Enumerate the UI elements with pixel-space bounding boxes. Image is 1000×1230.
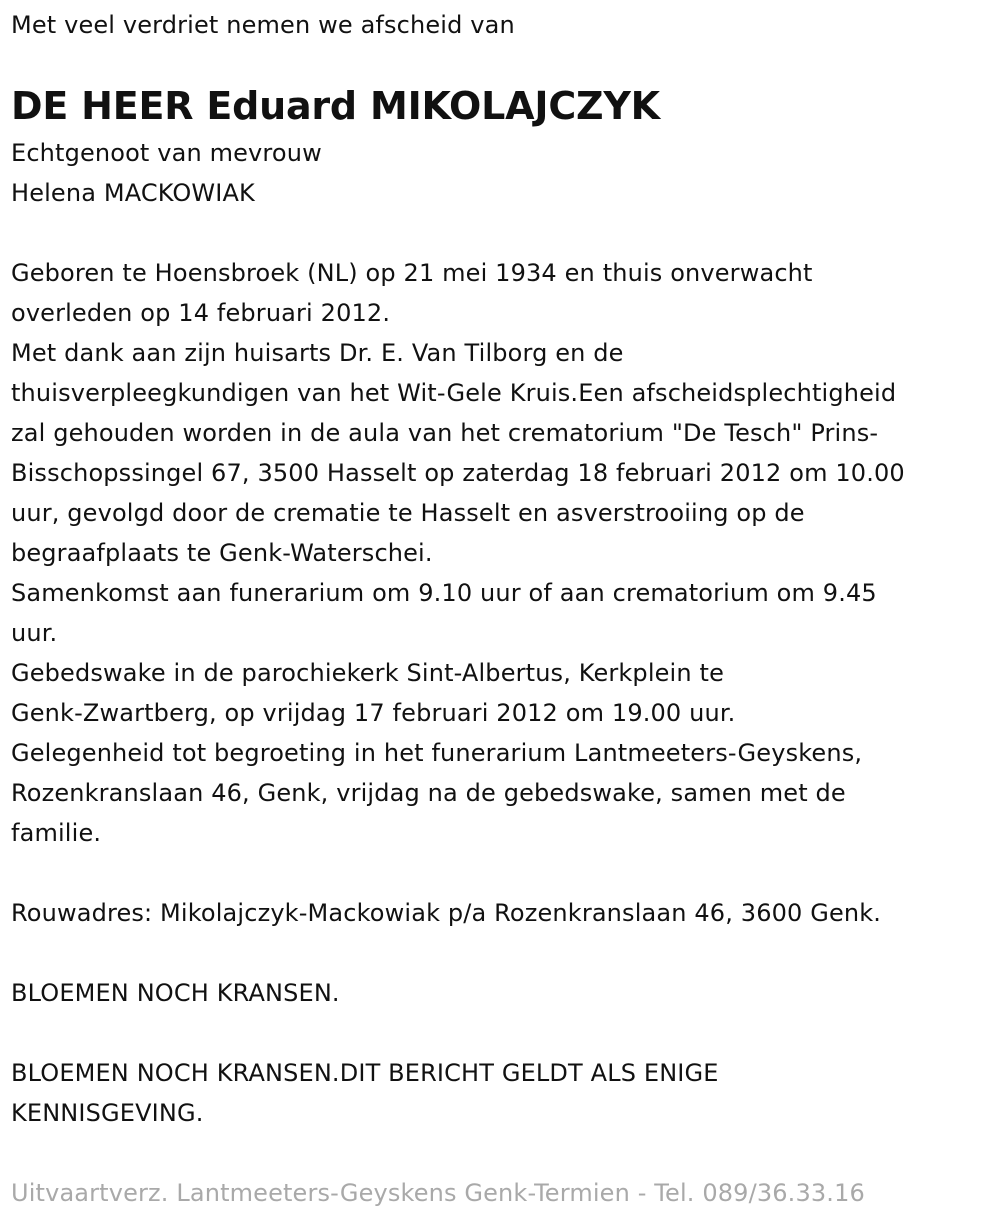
spouse-name: Helena MACKOWIAK [11, 179, 255, 207]
body-line: Samenkomst aan funerarium om 9.10 uur of aan crematorium om 9.45 [11, 579, 877, 607]
mourning-address: Rouwadres: Mikolajczyk-Mackowiak p/a Rozenkranslaan 46, 3600 Genk. [11, 899, 882, 927]
deceased-name: DE HEER Eduard MIKOLAJCZYK [11, 84, 660, 128]
body-line: Geboren te Hoensbroek (NL) op 21 mei 1934 en thuis onverwacht [11, 259, 813, 287]
body-line: zal gehouden worden in de aula van het crematorium "De Tesch" Prins- [11, 419, 879, 447]
body-line: thuisverpleegkundigen van het Wit-Gele Kruis.Een afscheidsplechtigheid [11, 379, 897, 407]
body-line: Rozenkranslaan 46, Genk, vrijdag na de gebedswake, samen met de [11, 779, 846, 807]
spouse-line: Echtgenoot van mevrouw [11, 139, 322, 167]
final-notice-line: KENNISGEVING. [11, 1099, 204, 1127]
body-line: uur. [11, 619, 58, 647]
body-line: begraafplaats te Genk-Waterschei. [11, 539, 433, 567]
body-line: uur, gevolgd door de crematie te Hasselt en asverstrooiing op de [11, 499, 805, 527]
body-text [11, 253, 905, 853]
funeral-home-footer: Uitvaartverz. Lantmeeters-Geyskens Genk-Termien - Tel. 089/36.33.16 [11, 1179, 865, 1207]
body-line: familie. [11, 819, 102, 847]
body-line: overleden op 14 februari 2012. [11, 299, 391, 327]
final-notice [11, 1053, 719, 1133]
body-line: Gelegenheid tot begroeting in het funerarium Lantmeeters-Geyskens, [11, 739, 863, 767]
final-notice-line: BLOEMEN NOCH KRANSEN.DIT BERICHT GELDT ALS ENIGE [11, 1059, 719, 1087]
body-line: Gebedswake in de parochiekerk Sint-Albertus, Kerkplein te [11, 659, 724, 687]
flowers-notice: BLOEMEN NOCH KRANSEN. [11, 979, 340, 1007]
body-line: Genk-Zwartberg, op vrijdag 17 februari 2012 om 19.00 uur. [11, 699, 736, 727]
body-line: Met dank aan zijn huisarts Dr. E. Van Tilborg en de [11, 339, 624, 367]
body-line: Bisschopssingel 67, 3500 Hasselt op zaterdag 18 februari 2012 om 10.00 [11, 459, 905, 487]
intro-text: Met veel verdriet nemen we afscheid van [11, 11, 515, 39]
spouse-block [11, 133, 322, 213]
